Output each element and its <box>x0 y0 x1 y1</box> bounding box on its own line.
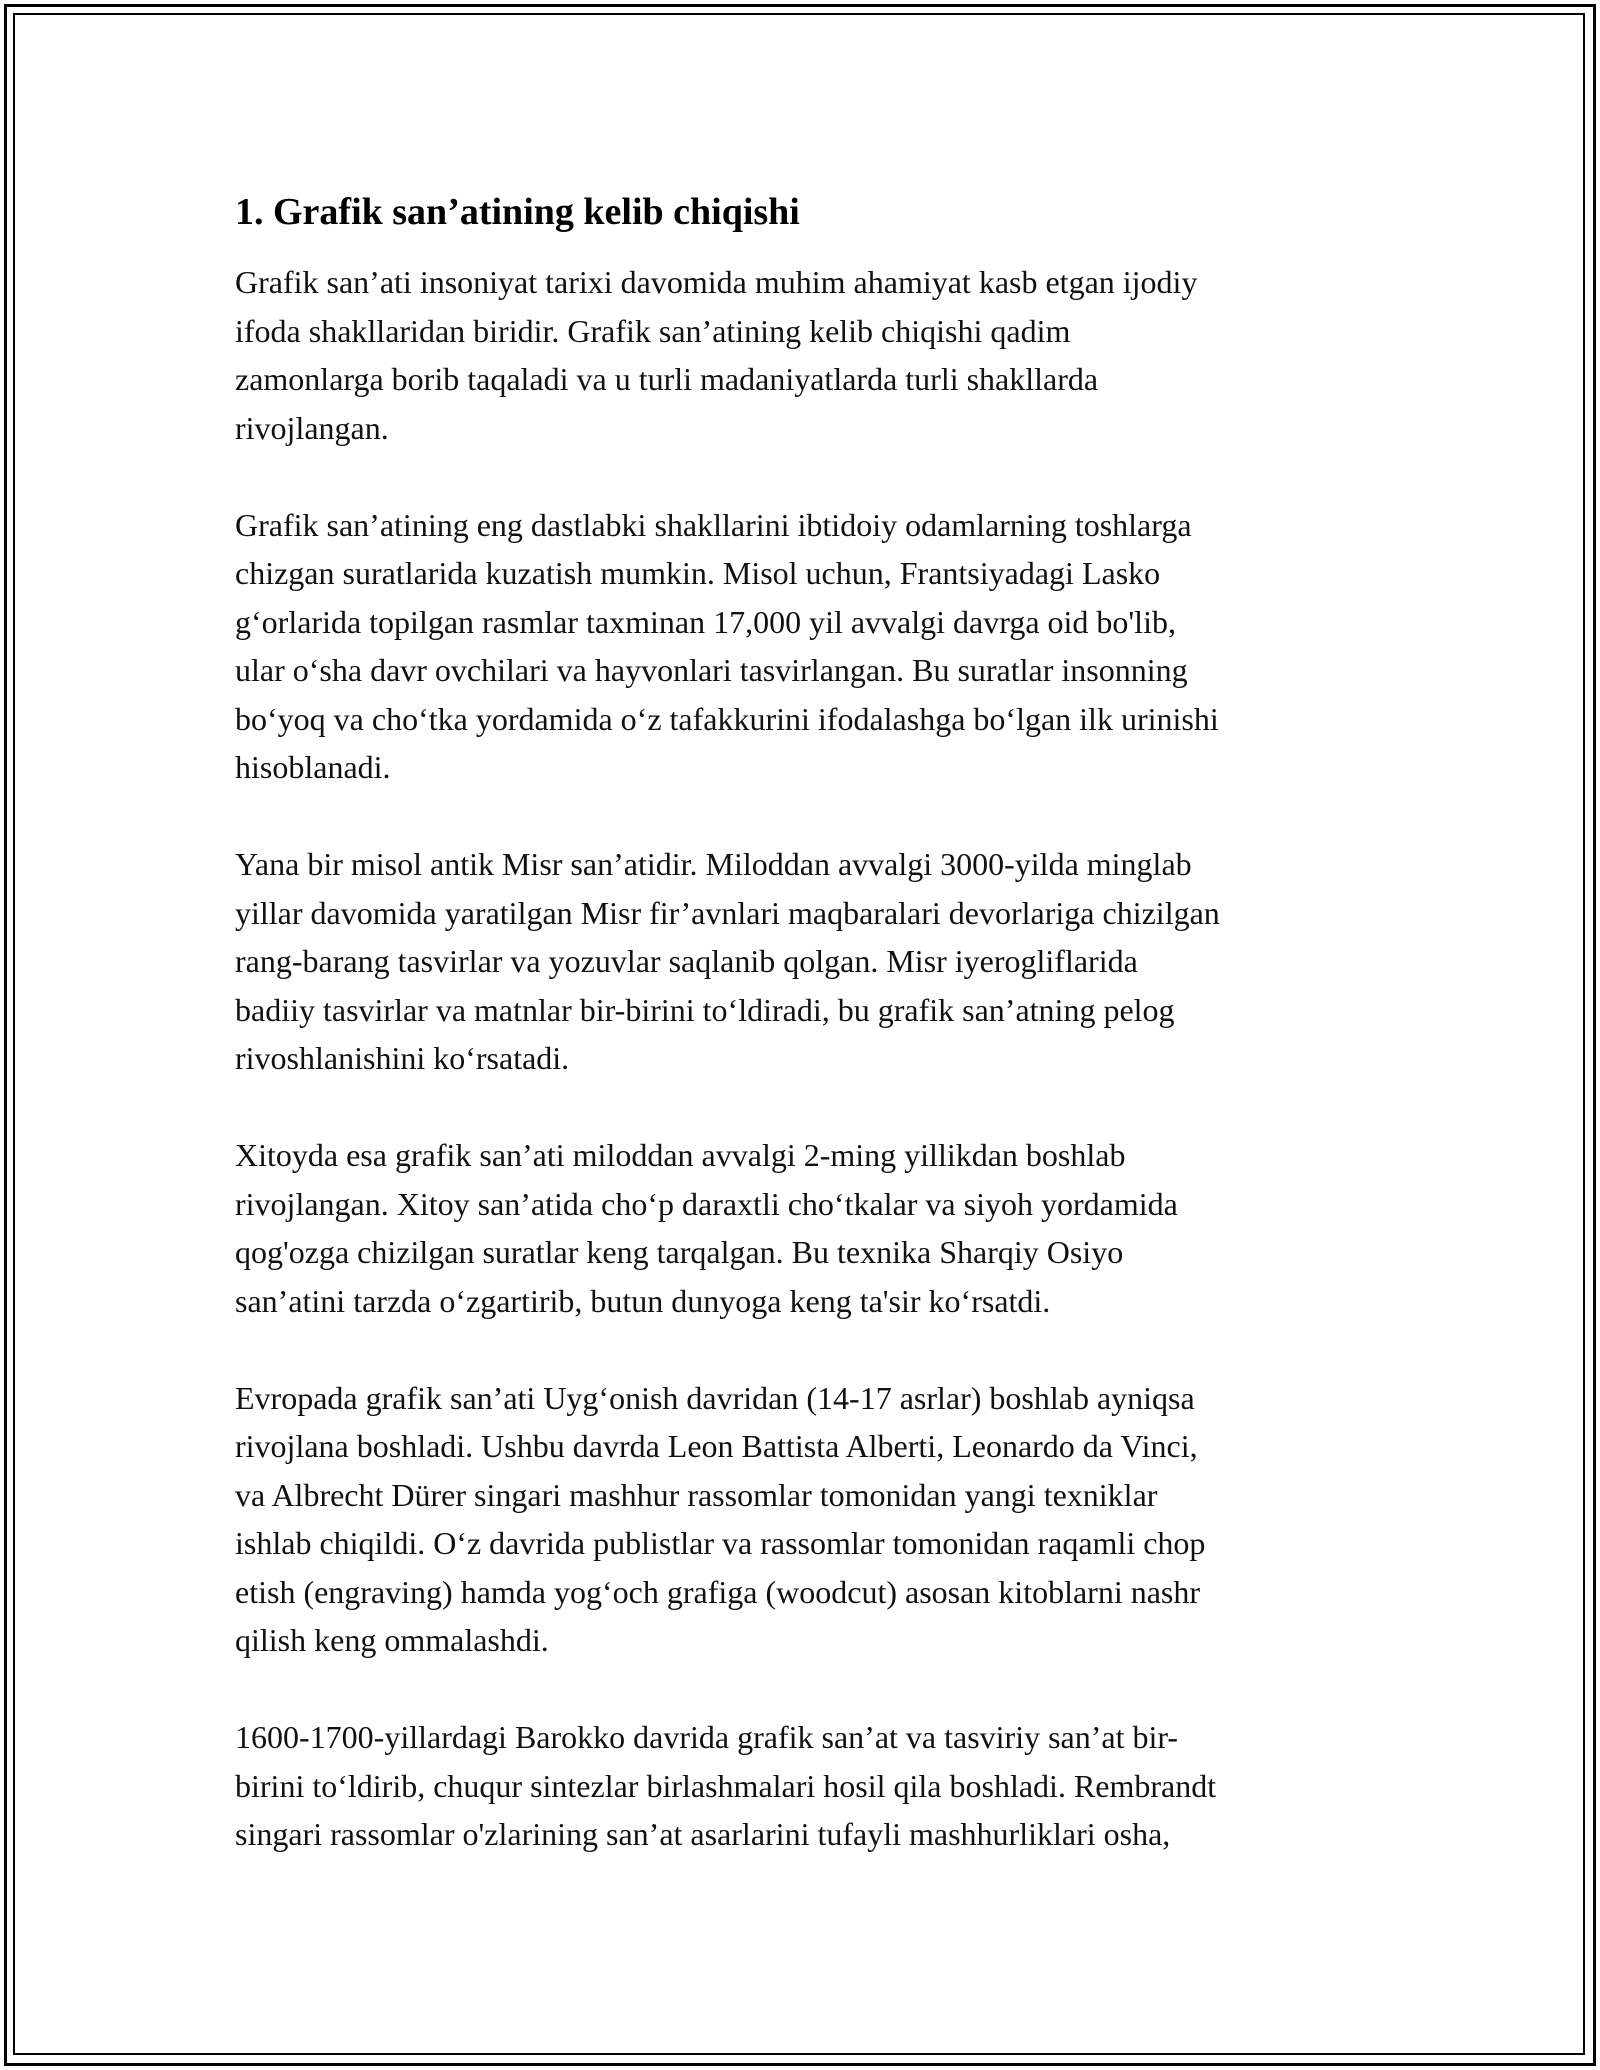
text-line: rivojlangan. Xitoy san’atida cho‘p daraxtli cho‘tkalar va siyoh yordamida <box>235 1185 1178 1222</box>
text-line: ishlab chiqildi. O‘z davrida publistlar va rassomlar tomonidan raqamli chop <box>235 1525 1206 1561</box>
text-line: qilish keng ommalashdi. <box>235 1622 549 1658</box>
text-line: rivojlangan. <box>235 409 389 446</box>
text-line: g‘orlarida topilgan rasmlar taxminan 17,000 yil avvalgi davrga oid bo'lib, <box>235 603 1176 640</box>
text-line: ular o‘sha davr ovchilari va hayvonlari tasvirlangan. Bu suratlar insonning <box>235 652 1188 688</box>
text-line: Grafik san’ati insoniyat tarixi davomida muhim ahamiyat kasb etgan ijodiy <box>235 264 1198 300</box>
text-line: qog'ozga chizilgan suratlar keng tarqalgan. Bu texnika Sharqiy Osiyo <box>235 1234 1124 1270</box>
text-line: birini to‘ldirib, chuqur sintezlar birlashmalari hosil qila boshladi. Rembrandt <box>235 1767 1217 1804</box>
text-line: san’atini tarzda o‘zgartirib, butun dunyoga keng ta'sir ko‘rsatdi. <box>235 1282 1051 1319</box>
text-line: Evropada grafik san’ati Uyg‘onish davridan (14-17 asrlar) boshlab ayniqsa <box>235 1379 1195 1416</box>
text-line: hisoblanadi. <box>235 749 391 785</box>
text-line: Yana bir misol antik Misr san’atidir. Miloddan avvalgi 3000-yilda minglab <box>235 846 1192 882</box>
paragraph-4 <box>235 1131 1370 1325</box>
paragraph-2 <box>235 501 1370 792</box>
text-line: ifoda shakllaridan biridir. Grafik san’atining kelib chiqishi qadim <box>235 312 1071 349</box>
text-line: rivojlana boshladi. Ushbu davrda Leon Battista Alberti, Leonardo da Vinci, <box>235 1428 1198 1464</box>
text-line: badiiy tasvirlar va matnlar bir-birini to‘ldiradi, bu grafik san’atning pelog <box>235 991 1175 1028</box>
text-line: zamonlarga borib taqaladi va u turli madaniyatlarda turli shakllarda <box>235 361 1099 397</box>
text-line: Xitoyda esa grafik san’ati miloddan avvalgi 2-ming yillikdan boshlab <box>235 1137 1126 1173</box>
paragraph-3 <box>235 840 1370 1083</box>
paragraph-6 <box>235 1713 1370 1859</box>
text-line: singari rassomlar o'zlarining san’at asarlarini tufayli mashhurliklari osha, <box>235 1816 1171 1852</box>
text-line: chizgan suratlarida kuzatish mumkin. Misol uchun, Frantsiyadagi Lasko <box>235 555 1161 591</box>
text-line: yillar davomida yaratilgan Misr fir’avnlari maqbaralari devorlariga chizilgan <box>235 894 1220 931</box>
paragraph-1 <box>235 258 1370 452</box>
document-body <box>235 186 1370 1907</box>
text-line: rang-barang tasvirlar va yozuvlar saqlanib qolgan. Misr iyerogliflarida <box>235 943 1138 979</box>
text-line: va Albrecht Dürer singari mashhur rassomlar tomonidan yangi texniklar <box>235 1476 1158 1513</box>
text-line: 1600-1700-yillardagi Barokko davrida grafik san’at va tasviriy san’at bir- <box>235 1719 1179 1755</box>
paragraph-5 <box>235 1374 1370 1665</box>
section-heading: 1. Grafik san’atining kelib chiqishi <box>235 191 800 233</box>
text-line: Grafik san’atining eng dastlabki shakllarini ibtidoiy odamlarning toshlarga <box>235 506 1192 543</box>
text-line: etish (engraving) hamda yog‘och grafiga (woodcut) asosan kitoblarni nashr <box>235 1573 1201 1610</box>
text-line: bo‘yoq va cho‘tka yordamida o‘z tafakkurini ifodalashga bo‘lgan ilk urinishi <box>235 700 1219 737</box>
text-line: rivoshlanishini ko‘rsatadi. <box>235 1040 570 1076</box>
